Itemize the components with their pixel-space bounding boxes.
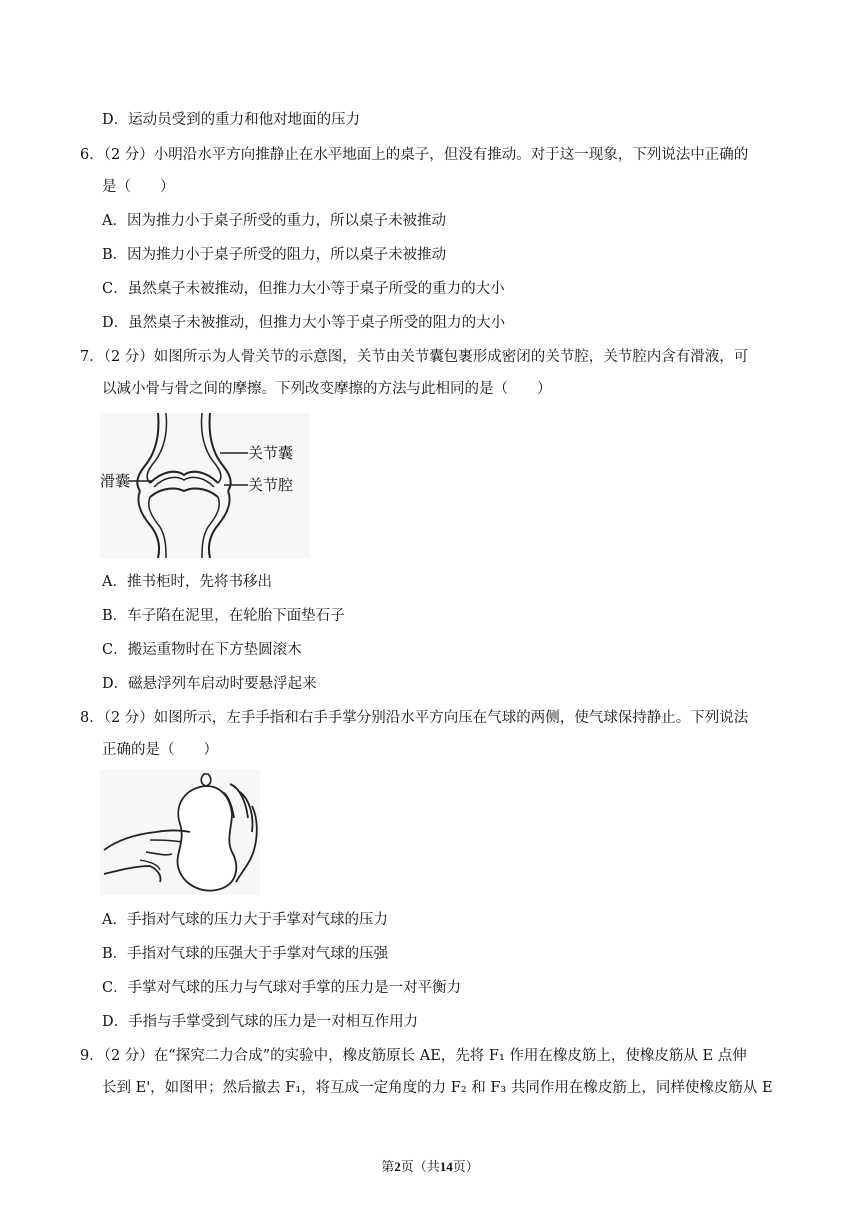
q7-option-b: B．车子陷在泥里，在轮胎下面垫石子 — [102, 608, 345, 624]
balloon-figure — [100, 770, 260, 895]
q7-option-c: C．搬运重物时在下方垫圆滚木 — [102, 642, 302, 658]
q6-option-a: A．因为推力小于桌子所受的重力，所以桌子未被推动 — [102, 213, 446, 229]
q8-option-a: A．手指对气球的压力大于手掌对气球的压力 — [102, 912, 388, 928]
q5-option-d: D．运动员受到的重力和他对地面的压力 — [102, 112, 361, 128]
q6-option-d: D．虽然桌子未被推动，但推力大小等于桌子所受的阻力的大小 — [102, 315, 506, 331]
q8-stem-line1: 8．（2 分）如图所示，左手手指和右手手掌分别沿水平方向压在气球的两侧，使气球保持静止。下列说法 — [80, 710, 749, 726]
footer-prefix: 第 — [381, 1160, 395, 1175]
q7-stem-line2: 以减小骨与骨之间的摩擦。下列改变摩擦的方法与此相同的是（ ） — [102, 381, 552, 397]
q9-stem-line2: 长到 E'，如图甲；然后撤去 F₁，将互成一定角度的力 F₂ 和 F₃ 共同作用在橡皮筋上，同样使橡皮筋从 E — [102, 1080, 773, 1096]
balloon-hands-diagram — [100, 770, 260, 895]
joint-figure — [100, 413, 310, 558]
q8-stem-line2: 正确的是（ ） — [102, 742, 218, 758]
footer-middle: 页（共 — [400, 1160, 440, 1175]
footer-suffix: 页） — [452, 1160, 479, 1175]
label-joint-cavity: 关节腔 — [248, 476, 294, 494]
footer-total-pages: 14 — [439, 1159, 453, 1174]
q6-stem-line2: 是（ ） — [102, 179, 175, 195]
page-footer — [0, 1156, 860, 1175]
q6-option-b: B．因为推力小于桌子所受的阻力，所以桌子未被推动 — [102, 247, 447, 263]
label-synovial: 滑囊 — [100, 472, 131, 490]
q6-stem-line1: 6．（2 分）小明沿水平方向推静止在水平地面上的桌子，但没有推动。对于这一现象，下列说法中正确的 — [80, 147, 749, 163]
q8-option-c: C．手掌对气球的压力与气球对手掌的压力是一对平衡力 — [102, 980, 462, 996]
q9-stem-line1: 9．（2 分）在“探究二力合成”的实验中，橡皮筋原长 AE，先将 F₁ 作用在橡皮筋上，使橡皮筋从 E 点伸 — [80, 1048, 747, 1064]
q8-option-d: D．手指与手掌受到气球的压力是一对相互作用力 — [102, 1014, 419, 1030]
q6-option-c: C．虽然桌子未被推动，但推力大小等于桌子所受的重力的大小 — [102, 281, 505, 297]
label-joint-capsule: 关节囊 — [248, 444, 294, 462]
q7-option-a: A．推书柜时，先将书移出 — [102, 574, 272, 590]
q7-stem-line1: 7．（2 分）如图所示为人骨关节的示意图，关节由关节囊包裹形成密闭的关节腔，关节腔内含有滑液，可 — [80, 349, 749, 365]
footer-page-number: 2 — [394, 1159, 401, 1174]
q8-option-b: B．手指对气球的压强大于手掌对气球的压强 — [102, 946, 389, 962]
q7-option-d: D．磁悬浮列车启动时要悬浮起来 — [102, 676, 317, 692]
